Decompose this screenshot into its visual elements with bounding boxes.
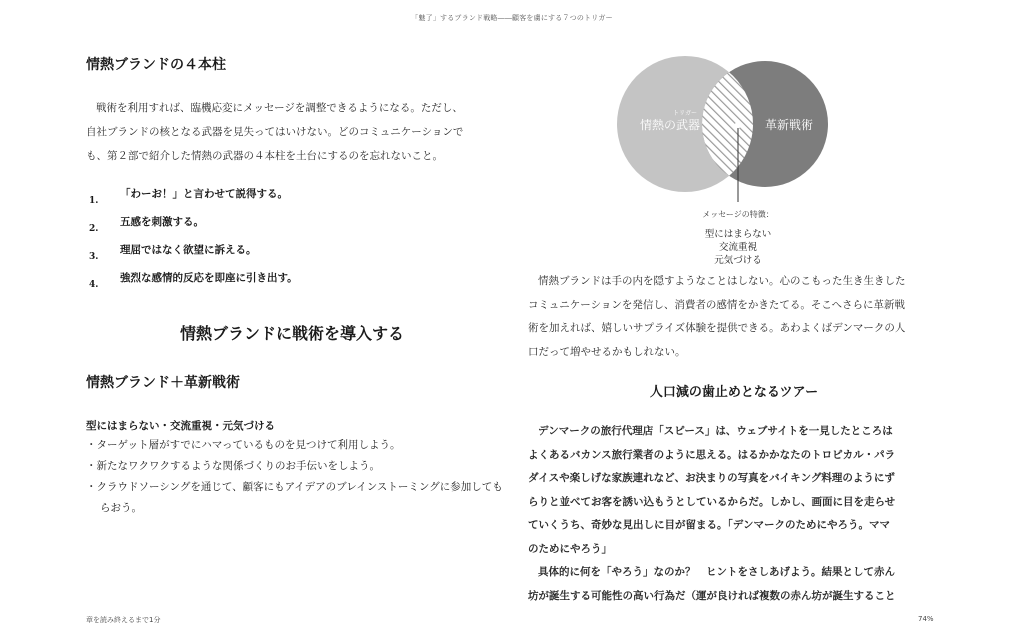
list-text: 理屈ではなく欲望に訴える。 bbox=[120, 244, 257, 256]
reading-progress-percent: 74% bbox=[918, 615, 934, 623]
paragraph-line: 情熱ブランドは手の内を隠すようなことはしない。心のこもった生き生きした bbox=[538, 275, 906, 287]
paragraph-line: コミュニケーションを発信し、消費者の感情をかきたてる。そこへさらに革新戦 bbox=[528, 298, 905, 311]
subheading-traits: 型にはまらない・交流重視・元気づける bbox=[86, 420, 275, 432]
heading-population-tour: 人口減の歯止めとなるツアー bbox=[649, 385, 819, 400]
running-head: 「魅了」するブランド戦略――顧客を虜にする７つのトリガー bbox=[411, 14, 613, 22]
paragraph-line: ていくうち、奇妙な見出しに目が留まる。「デンマークのためにやろう。ママ bbox=[528, 519, 891, 531]
heading-introduce-tactics: 情熱ブランドに戦術を導入する bbox=[179, 324, 404, 343]
paragraph-line: 戦術を利用すれば、臨機応変にメッセージを調整できるようになる。ただし、 bbox=[96, 102, 463, 114]
paragraph-line: 口だって増やせるかもしれない。 bbox=[528, 345, 686, 358]
caption-heading: メッセージの特徴： bbox=[702, 210, 774, 219]
paragraph-line: ダイスや楽しげな家族連れなど、お決まりの写真をバイキング料理のようにず bbox=[528, 472, 895, 484]
paragraph-tactics bbox=[86, 96, 498, 168]
bullet-item: ・クラウドソーシングを通じて、顧客にもアイデアのブレインストーミングに参加してもらおう。 bbox=[86, 481, 503, 514]
venn-svg bbox=[612, 52, 842, 202]
paragraph-line: らりと並べてお客を誘い込もうとしているからだ。しかし、画面に目を走らせ bbox=[528, 495, 896, 508]
paragraph-line: デンマークの旅行代理店「スピース」は、ウェブサイトを一見したところは bbox=[538, 425, 893, 437]
paragraph-line: よくあるバカンス旅行業者のように思える。はるかかなたのトロピカル・パラ bbox=[528, 448, 896, 461]
tactics-bullets bbox=[86, 435, 505, 519]
paragraph-line: 自社ブランドの核となる武器を見失ってはいけない。どのコミュニケーションで bbox=[86, 126, 464, 138]
reading-time-remaining: 章を読み終えるまで1分 bbox=[86, 616, 161, 624]
venn-diagram bbox=[612, 52, 842, 267]
paragraph-line: も、第２部で紹介した情熱の武器の４本柱を土台にするのを忘れないこと。 bbox=[86, 150, 443, 162]
paragraph-passion-brand bbox=[528, 270, 940, 364]
paragraph-line: 術を加えれば、嬉しいサプライズ体験を提供できる。あわよくばデンマークの人 bbox=[528, 322, 906, 334]
heading-four-pillars: 情熱ブランドの４本柱 bbox=[86, 57, 226, 73]
ruby-text: トリガー bbox=[673, 110, 697, 117]
list-text: 強烈な感情的反応を即座に引き出す。 bbox=[120, 272, 298, 284]
paragraph-line: 具体的に何を「やろう」なのか？ ヒントをさしあげよう。結果として赤ん bbox=[538, 566, 895, 578]
caption-line: 元気づける bbox=[714, 255, 762, 266]
paragraph-spies bbox=[528, 420, 940, 608]
heading-passion-innovation: 情熱ブランド＋革新戦術 bbox=[86, 375, 240, 391]
list-number: 2. bbox=[89, 224, 99, 234]
left-circle-label: 情熱の武器 bbox=[639, 118, 701, 132]
paragraph-line: 坊が誕生する可能性の高い行為だ（運が良ければ複数の赤ん坊が誕生すること bbox=[528, 589, 896, 602]
paragraph-line: のためにやろう」 bbox=[528, 542, 612, 555]
caption-line: 型にはまらない bbox=[704, 229, 772, 240]
list-number: 4. bbox=[89, 280, 99, 290]
list-text: 「わーお！」と言わせて説得する。 bbox=[120, 188, 288, 200]
list-number: 3. bbox=[89, 252, 99, 262]
bullet-item: ・ターゲット層がすでにハマっているものを見つけて利用しよう。 bbox=[86, 439, 401, 451]
list-number: 1. bbox=[89, 196, 99, 206]
overlap-dot bbox=[735, 122, 741, 128]
right-circle-label: 革新戦術 bbox=[764, 118, 814, 132]
caption-line: 交流重視 bbox=[718, 242, 757, 253]
bullet-item: ・新たなワクワクするような関係づくりのお手伝いをしよう。 bbox=[86, 460, 380, 472]
list-text: 五感を刺激する。 bbox=[120, 216, 204, 228]
